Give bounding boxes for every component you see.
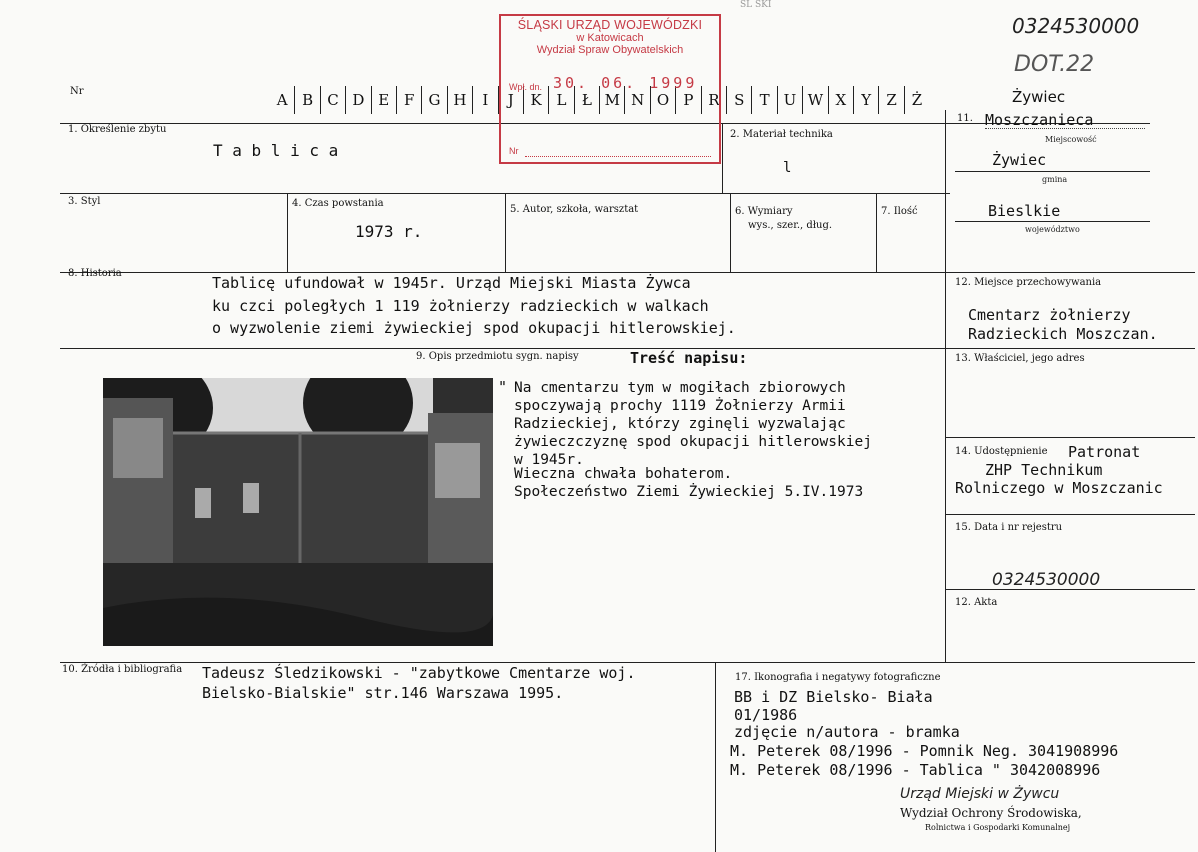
history-line: Tablicę ufundował w 1945r. Urząd Miejski Miasta Żywca (212, 274, 691, 292)
label-owner: 13. Właściciel, jego adres (955, 353, 1085, 364)
label-sources: 10. Źródła i bibliografia (62, 664, 183, 675)
rule (945, 514, 1195, 515)
alphabet-letter: F (396, 86, 421, 114)
handwritten-note: DOT.22 (1014, 52, 1095, 77)
label-creation-time: 4. Czas powstania (292, 198, 384, 209)
alphabet-letter: J (498, 86, 523, 114)
stamp-wpl-label: Wpł. dn. (509, 82, 543, 92)
value-registry-number: 0324530000 (992, 570, 1101, 590)
alphabet-letter: X (828, 86, 853, 114)
label-storage-place: 12. Miejsce przechowywania (955, 277, 1102, 288)
rule (505, 193, 506, 272)
label-author: 5. Autor, szkoła, warsztat (510, 204, 639, 215)
iconography-line: M. Peterek 08/1996 - Pomnik Neg. 3041908996 (730, 742, 1119, 760)
value-material: l (783, 160, 792, 176)
alphabet-letter: N (624, 86, 649, 114)
alphabet-letter: A (276, 91, 288, 109)
alphabet-letter: L (548, 86, 573, 114)
value-access-patron: Patronat (1068, 443, 1141, 461)
label-location: 11. (957, 113, 973, 124)
alphabet-letter: W (802, 86, 827, 114)
label-history: 8. Historia (68, 268, 122, 279)
nr-label: Nr (70, 86, 84, 97)
value-commune: Żywiec (992, 151, 1047, 169)
sublabel-locality: Miejscowość (1045, 135, 1097, 144)
alphabet-letter: M (599, 86, 624, 114)
inscription-line: spoczywają prochy 1119 Żołnierzy Armii (514, 398, 846, 414)
alphabet-letter: R (701, 86, 726, 114)
stamp-city: w Katowicach (576, 32, 644, 44)
inscription-line: w 1945r. (514, 452, 584, 468)
value-access-line: ZHP Technikum (985, 461, 1103, 479)
rule (730, 193, 731, 272)
inscription-line: Społeczeństwo Ziemi Żywieckiej 5.IV.1973 (514, 484, 864, 500)
alphabet-letter: Ż (904, 86, 929, 114)
rule (945, 110, 946, 662)
value-storage-line: Cmentarz żołnierzy (968, 306, 1131, 324)
rule (60, 272, 945, 273)
value-creation-time: 1973 r. (355, 222, 423, 241)
stamp-department: Wydział Spraw Obywatelskich (536, 44, 684, 56)
rule (876, 193, 877, 272)
stamp-date: 30. 06. 1999 (553, 74, 698, 92)
label-description: 9. Opis przedmiotu sygn. napisy (416, 351, 579, 362)
alphabet-letter: B (294, 86, 319, 114)
footer-stamp-line: Wydział Ochrony Środowiska, (900, 806, 1082, 820)
history-line: ku czci poległych 1 119 żołnierzy radzieckich w walkach (212, 297, 709, 315)
memorial-gate-photo (103, 378, 493, 646)
label-dimensions: 6. Wymiary (735, 206, 793, 217)
alphabet-letter: K (523, 86, 548, 114)
value-location-top: Żywiec (1012, 88, 1066, 106)
alphabet-letter: Ł (574, 86, 599, 114)
label-access: 14. Udostępnienie (955, 446, 1048, 457)
inscription-quote-mark: " (498, 378, 508, 396)
alphabet-letter: Y (853, 86, 878, 114)
label-quantity: 7. Ilość (881, 206, 918, 217)
alphabet-letter: Z (878, 86, 903, 114)
label-iconography: 17. Ikonografia i negatywy fotograficzne (735, 672, 941, 683)
history-line: o wyzwolenie ziemi żywieckiej spod okupacji hitlerowskiej. (212, 319, 736, 337)
alphabet-letter: S (726, 86, 751, 114)
alphabet-letter: H (447, 86, 472, 114)
iconography-line: zdjęcie n/autora - bramka (734, 723, 960, 741)
rule (945, 272, 1195, 273)
sublabel-voivodeship: województwo (1025, 225, 1080, 234)
rule (60, 662, 1195, 663)
rule (722, 123, 723, 194)
registry-code-top: 0324530000 (1012, 14, 1140, 38)
rule (955, 221, 1150, 222)
rule (945, 437, 1195, 438)
alphabet-letter: D (345, 86, 370, 114)
source-line: Tadeusz Śledzikowski - "zabytkowe Cmentarze woj. (202, 664, 636, 682)
rule (287, 193, 288, 272)
rule (945, 348, 1195, 349)
iconography-line: 01/1986 (734, 706, 798, 724)
value-object-type: T a b l i c a (213, 141, 339, 160)
rule (715, 662, 716, 852)
faint-stamp-text: ŚL SKI (740, 0, 772, 10)
gate-photo-image (103, 378, 493, 646)
locality-dotline (985, 128, 1145, 129)
label-dimensions-sub: wys., szer., dług. (748, 220, 833, 231)
registry-stamp (499, 14, 721, 164)
alphabet-letter: P (675, 86, 700, 114)
alphabet-letter: C (320, 86, 345, 114)
iconography-line: M. Peterek 08/1996 - Tablica " 3042008996 (730, 761, 1101, 779)
stamp-nr-label: Nr (509, 146, 519, 156)
inscription-heading: Treść napisu: (630, 349, 748, 367)
value-voivodeship: Bieslkie (988, 202, 1061, 220)
stamp-nr-line (525, 156, 711, 157)
inscription-line: żywieczczyznę spod okupacji hitlerowskiej (514, 434, 872, 450)
rule (60, 348, 945, 349)
value-storage-line: Radzieckich Moszczan. (968, 325, 1158, 343)
label-registry-date: 15. Data i nr rejestru (955, 522, 1063, 533)
iconography-line: BB i DZ Bielsko- Biała (734, 688, 933, 706)
alphabet-letter: T (751, 86, 776, 114)
value-access-line: Rolniczego w Moszczanic (955, 479, 1163, 497)
label-files: 12. Akta (955, 597, 998, 608)
alphabet-letter: G (421, 86, 446, 114)
alphabet-letter: U (777, 86, 802, 114)
inscription-line: Radzieckiej, którzy zginęli wyzwalając (514, 416, 846, 432)
label-object-type: 1. Określenie zbytu (68, 124, 167, 135)
label-style: 3. Styl (68, 196, 101, 207)
alphabet-letter: O (650, 86, 675, 114)
alphabet-letter: E (371, 86, 396, 114)
source-line: Bielsko-Bialskie" str.146 Warszawa 1995. (202, 684, 564, 702)
stamp-office: ŚLĄSKI URZĄD WOJEWÓDZKI (517, 18, 703, 32)
rule (955, 171, 1150, 172)
alphabet-letter: I (472, 86, 497, 114)
label-material: 2. Materiał technika (730, 129, 833, 140)
value-locality: Moszczanieca (985, 111, 1094, 129)
footer-stamp-line: Urząd Miejski w Żywcu (900, 786, 1060, 802)
footer-stamp-line: Rolnictwa i Gospodarki Komunalnej (925, 823, 1071, 832)
inscription-line: Wieczna chwała bohaterom. (514, 466, 733, 482)
inscription-line: Na cmentarzu tym w mogiłach zbiorowych (514, 380, 846, 396)
sublabel-commune: gmina (1042, 175, 1068, 184)
